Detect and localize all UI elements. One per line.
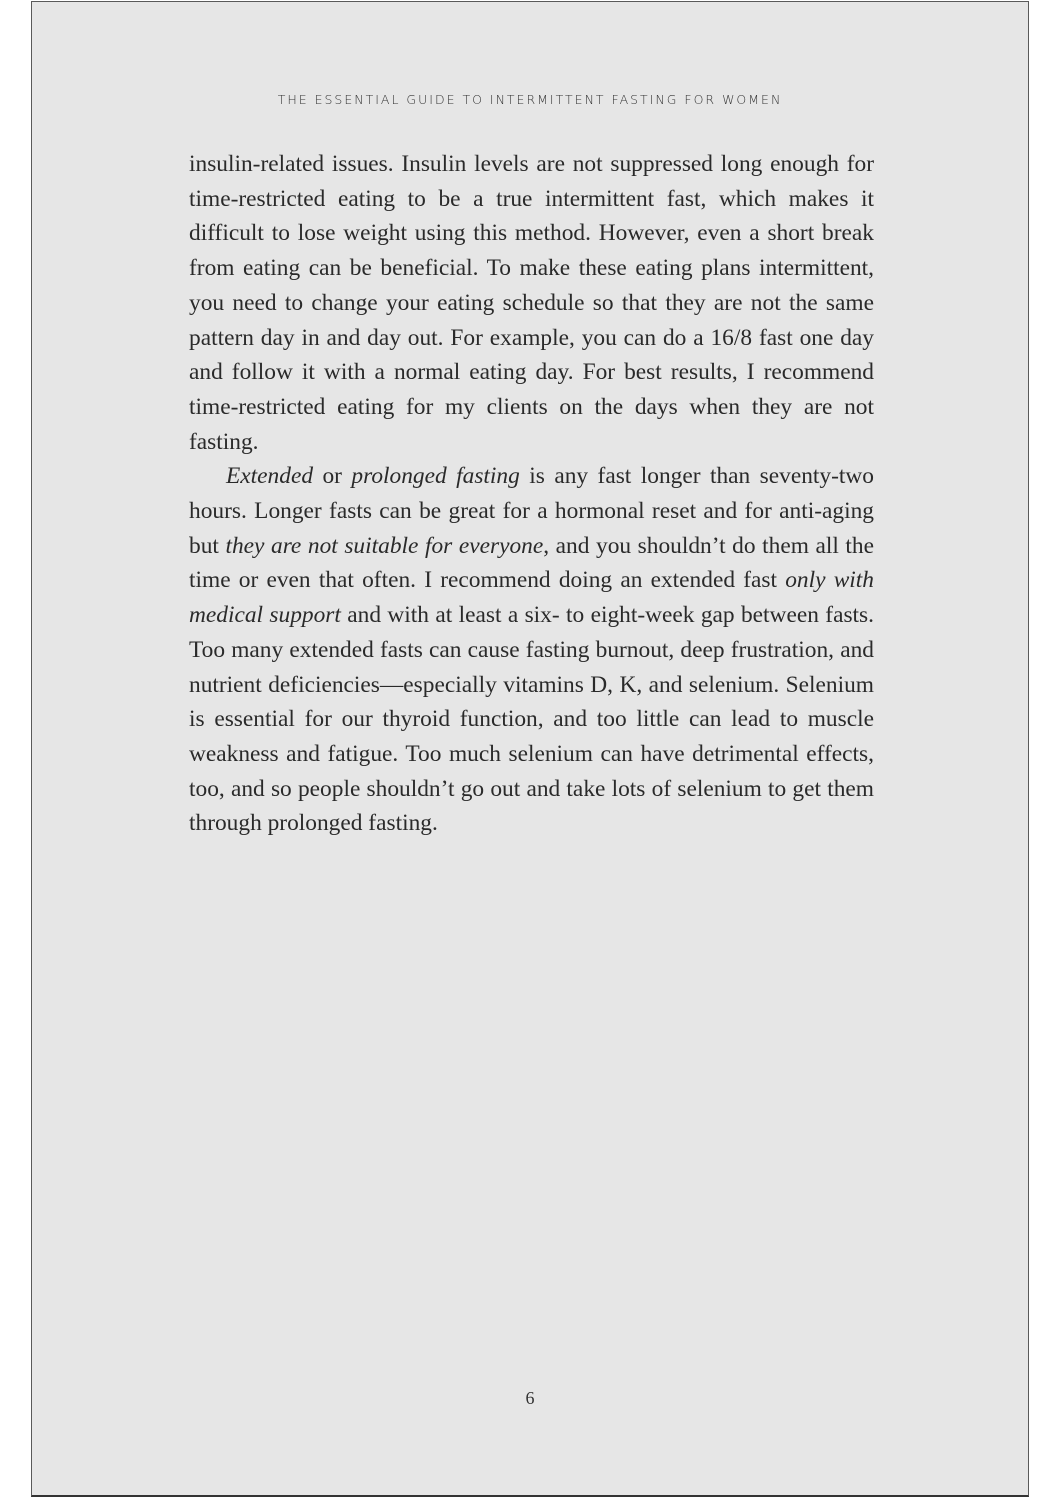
text-segment: is any fast longer than seventy-two hours. Longer fasts can be great for a hormonal reset and for anti-aging but [189,463,874,559]
italic-term-extended: Extended [226,463,314,490]
page-number: 6 [525,1388,535,1408]
text-segment: or [313,463,352,490]
paragraph-1 [189,147,874,459]
text-segment: and with at least a six- to eight-week gap between fasts. Too many extended fasts can cause fasting burnout, deep frustration, and nutrient deficiencies—especially vitamins D, K, and selenium. Selenium is essential for our thyroid function, and too little can lead to muscle weakness and fatigue. Too much selenium can have detrimental effects, too, and so people shouldn’t go out and take lots of selenium to get them through prolonged fasting. [189,602,874,837]
text-segment: , and you shouldn’t do them all the time or even that often. I recommend doing an extended fast [189,532,874,594]
italic-term-prolonged-fasting: prolonged fasting [351,463,520,490]
book-page [31,1,1029,1497]
italic-emphasis-medical-support: only with medical support [189,567,874,629]
italic-emphasis-not-suitable: they are not suitable for everyone [225,532,544,559]
paragraph-1-text: insulin-related issues. Insulin levels are not suppressed long enough for time-restricted eating to be a true intermittent fast, which makes it difficult to lose weight using this method. However, even a short break from eating can be beneficial. To make these eating plans intermittent, you need to change your eating schedule so that they are not the same pattern day in and day out. For example, you can do a 16/8 fast one day and follow it with a normal eating day. For best results, I recommend time-restricted eating for my clients on the days when they are not fasting. [189,151,874,455]
running-head: THE ESSENTIAL GUIDE TO INTERMITTENT FASTING FOR WOMEN [277,92,783,107]
body-text [189,147,874,841]
paragraph-2 [189,459,874,841]
